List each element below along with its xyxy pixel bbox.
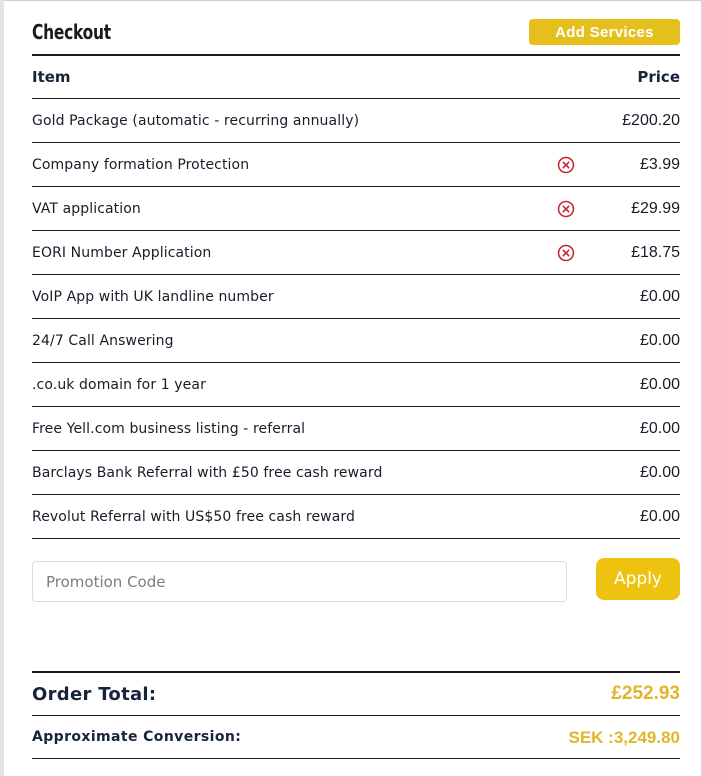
item-remove-cell bbox=[554, 319, 594, 363]
item-price: £0.00 bbox=[594, 363, 680, 407]
table-row bbox=[32, 407, 680, 451]
window-top-edge bbox=[0, 0, 702, 1]
table-row bbox=[32, 495, 680, 539]
order-total-label: Order Total: bbox=[32, 684, 157, 705]
table-row bbox=[32, 319, 680, 363]
item-price: £0.00 bbox=[594, 451, 680, 495]
item-remove-cell bbox=[554, 451, 594, 495]
approximate-conversion-label: Approximate Conversion: bbox=[32, 729, 242, 745]
item-name: VoIP App with UK landline number bbox=[32, 275, 554, 319]
item-remove-cell bbox=[554, 231, 594, 275]
page-title: Checkout bbox=[32, 20, 111, 44]
checkout-items-body bbox=[32, 99, 680, 539]
table-row bbox=[32, 143, 680, 187]
item-name: Barclays Bank Referral with £50 free cash reward bbox=[32, 451, 554, 495]
table-row bbox=[32, 363, 680, 407]
checkout-panel bbox=[32, 14, 680, 759]
table-row bbox=[32, 451, 680, 495]
approximate-conversion-row bbox=[32, 716, 680, 759]
order-total-row bbox=[32, 673, 680, 716]
order-total-value: £252.93 bbox=[611, 683, 680, 704]
item-remove-cell bbox=[554, 143, 594, 187]
promotion-code-input[interactable] bbox=[32, 561, 567, 602]
window-left-edge bbox=[0, 0, 4, 776]
item-remove-cell bbox=[554, 99, 594, 143]
item-price: £18.75 bbox=[594, 231, 680, 275]
table-header-row bbox=[32, 56, 680, 99]
item-price: £0.00 bbox=[594, 319, 680, 363]
item-name: Revolut Referral with US$50 free cash reward bbox=[32, 495, 554, 539]
item-remove-cell bbox=[554, 363, 594, 407]
item-name: Company formation Protection bbox=[32, 143, 554, 187]
item-name: Free Yell.com business listing - referral bbox=[32, 407, 554, 451]
item-name: EORI Number Application bbox=[32, 231, 554, 275]
item-name: .co.uk domain for 1 year bbox=[32, 363, 554, 407]
item-price: £0.00 bbox=[594, 495, 680, 539]
item-remove-cell bbox=[554, 407, 594, 451]
item-remove-cell bbox=[554, 187, 594, 231]
item-price: £29.99 bbox=[594, 187, 680, 231]
table-row bbox=[32, 275, 680, 319]
table-row bbox=[32, 231, 680, 275]
apply-promotion-button[interactable]: Apply bbox=[596, 558, 680, 600]
approximate-conversion-value: SEK :3,249.80 bbox=[568, 728, 680, 747]
remove-circle-x-icon[interactable] bbox=[557, 244, 575, 262]
checkout-header bbox=[32, 14, 680, 54]
item-remove-cell bbox=[554, 275, 594, 319]
column-header-price: Price bbox=[594, 56, 680, 99]
table-row bbox=[32, 187, 680, 231]
item-price: £200.20 bbox=[594, 99, 680, 143]
checkout-items-table bbox=[32, 56, 680, 539]
item-price: £0.00 bbox=[594, 407, 680, 451]
column-header-item: Item bbox=[32, 56, 554, 99]
item-name: VAT application bbox=[32, 187, 554, 231]
add-services-button[interactable]: Add Services bbox=[529, 19, 680, 45]
item-price: £0.00 bbox=[594, 275, 680, 319]
remove-circle-x-icon[interactable] bbox=[557, 156, 575, 174]
item-name: Gold Package (automatic - recurring annually) bbox=[32, 99, 554, 143]
item-remove-cell bbox=[554, 495, 594, 539]
item-name: 24/7 Call Answering bbox=[32, 319, 554, 363]
column-header-remove bbox=[554, 56, 594, 99]
promotion-row bbox=[32, 539, 680, 671]
item-price: £3.99 bbox=[594, 143, 680, 187]
remove-circle-x-icon[interactable] bbox=[557, 200, 575, 218]
table-row bbox=[32, 99, 680, 143]
